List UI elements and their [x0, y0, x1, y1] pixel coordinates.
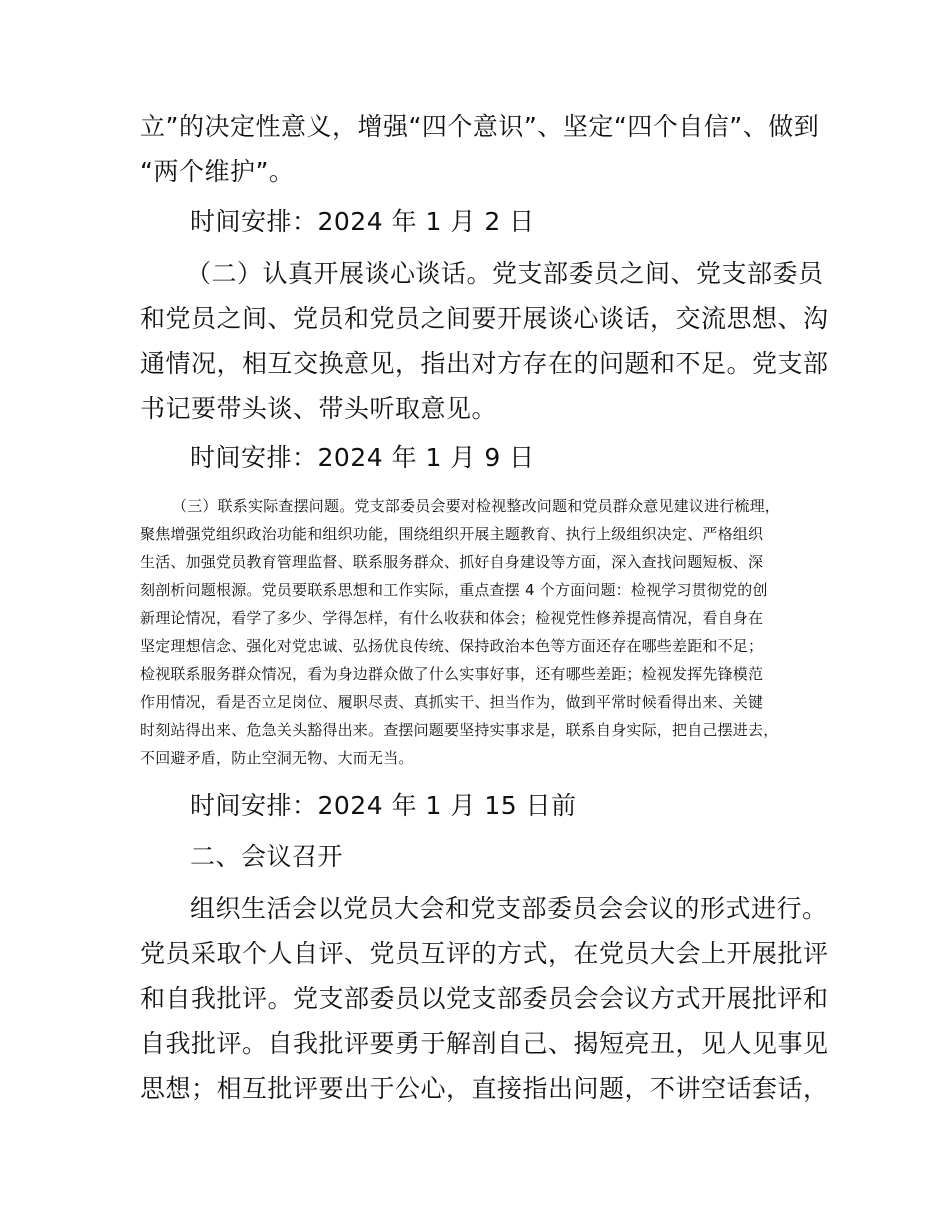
section-3-line-8: 作用情况，看是否立足岗位、履职尽责、真抓实干、担当作为，做到平常时候看得出来、关键: [140, 693, 764, 711]
schedule-3: 时间安排：2024 年 1 月 15 日前: [190, 791, 577, 820]
section-3-line-9: 时刻站得出来、危急关头豁得出来。查摆问题要坚持实事求是，联系自身实际，把自己摆进去，: [140, 721, 779, 739]
section-3-line-5: 新理论情况，看学了多少、学得怎样，有什么收获和体会；检视党性修养提高情况，看自身在: [140, 609, 764, 627]
section-2-line-4: 书记要带头谈、带头听取意见。: [140, 394, 498, 423]
schedule-2: 时间安排：2024 年 1 月 9 日: [190, 443, 535, 472]
section-3-line-4: 刻剖析问题根源。党员要联系思想和工作实际，重点查摆 4 个方面问题：检视学习贯彻党的创: [140, 581, 768, 599]
meeting-line-2: 党员采取个人自评、党员互评的方式，在党员大会上开展批评: [140, 939, 829, 968]
meeting-line-3: 和自我批评。党支部委员以党支部委员会会议方式开展批评和: [140, 984, 829, 1013]
intro-line-1: 立”的决定性意义，增强“四个意识”、坚定“四个自信”、做到: [140, 112, 820, 141]
section-3-line-6: 坚定理想信念、强化对党忠诚、弘扬优良传统、保持政治本色等方面还存在哪些差距和不足；: [140, 637, 764, 655]
schedule-1: 时间安排：2024 年 1 月 2 日: [190, 207, 535, 236]
meeting-line-4: 自我批评。自我批评要勇于解剖自己、揭短亮丑，见人见事见: [140, 1029, 829, 1058]
meeting-line-5: 思想；相互批评要出于公心，直接指出问题，不讲空话套话，: [140, 1074, 829, 1103]
heading-meeting: 二、会议召开: [190, 842, 344, 871]
meeting-line-1: 组织生活会以党员大会和党支部委员会会议的形式进行。: [190, 894, 828, 923]
section-2-line-3: 通情况，相互交换意见，指出对方存在的问题和不足。党支部: [140, 349, 829, 378]
section-2-line-1: （二）认真开展谈心谈话。党支部委员之间、党支部委员: [186, 259, 824, 288]
section-3-line-3: 生活、加强党员教育管理监督、联系服务群众、抓好自身建设等方面，深入查找问题短板、深: [140, 553, 764, 571]
section-2-line-2: 和党员之间、党员和党员之间要开展谈心谈话，交流思想、沟: [140, 304, 829, 333]
section-3-line-1: （三）联系实际查摆问题。党支部委员会要对检视整改问题和党员群众意见建议进行梳理，: [172, 497, 781, 515]
section-3-line-7: 检视联系服务群众情况，看为身边群众做了什么实事好事，还有哪些差距；检视发挥先锋模范: [140, 665, 764, 683]
section-3-line-2: 聚焦增强党组织政治功能和组织功能，围绕组织开展主题教育、执行上级组织决定、严格组织: [140, 525, 764, 543]
section-3-line-10: 不回避矛盾，防止空洞无物、大而无当。: [140, 749, 414, 767]
intro-line-2: “两个维护”。: [140, 157, 295, 186]
